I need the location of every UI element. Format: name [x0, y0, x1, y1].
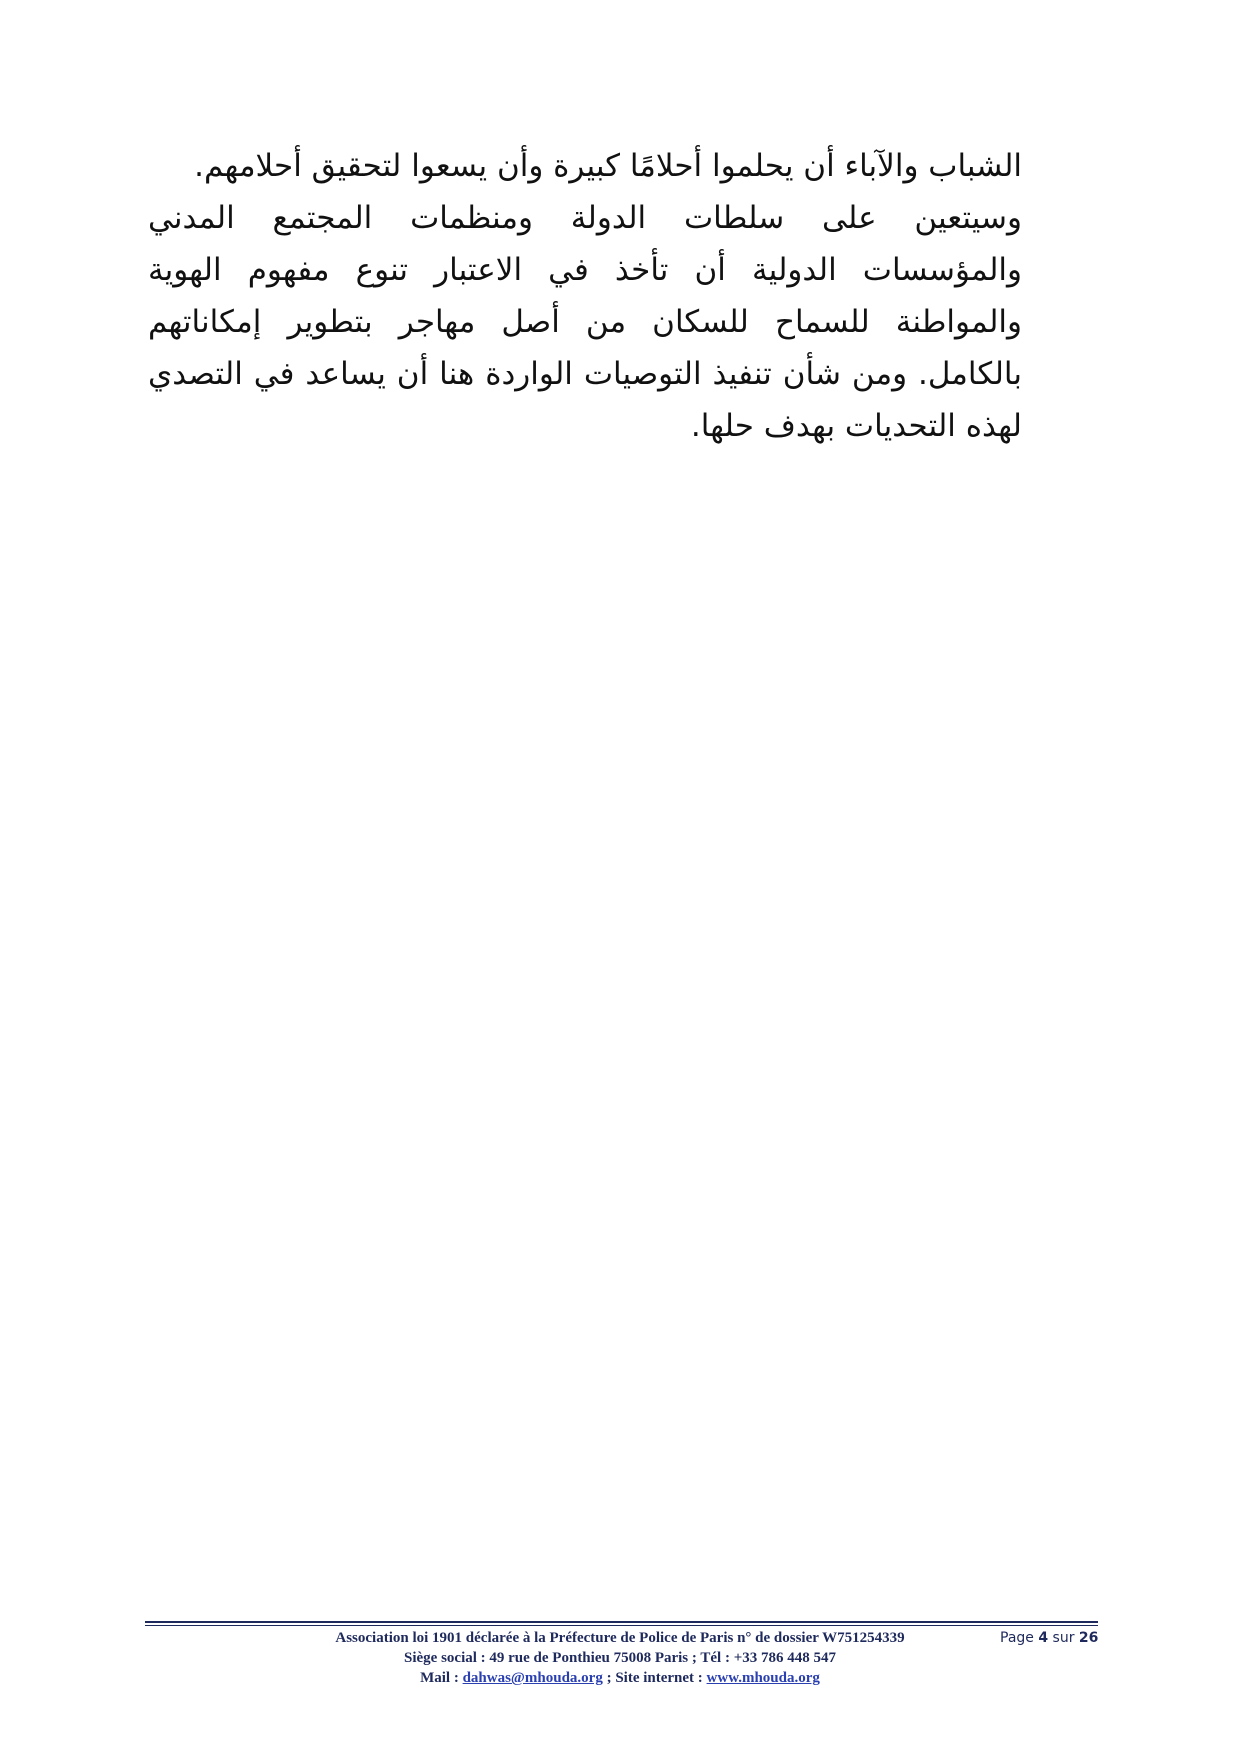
footer-divider — [145, 1621, 1098, 1623]
paragraph: الشباب والآباء أن يحلموا أحلامًا كبيرة وأن يسعوا لتحقيق أحلامهم. — [194, 148, 1022, 184]
footer-address: Siège social : 49 rue de Ponthieu 75008 Paris ; Tél : +33 786 448 547 — [404, 1650, 836, 1666]
site-label: ; Site internet : — [602, 1670, 707, 1686]
page-number — [1000, 1628, 1098, 1648]
email-link[interactable]: dahwas@mhouda.org — [462, 1670, 603, 1686]
of-label: sur — [1048, 1630, 1079, 1646]
footer-registration: Association loi 1901 déclarée à la Préfecture de Police de Paris n° de dossier W751254339 — [335, 1630, 905, 1646]
total-pages: 26 — [1078, 1630, 1099, 1646]
page-label: Page — [1000, 1630, 1039, 1646]
body-text — [148, 140, 1022, 452]
current-page: 4 — [1038, 1630, 1049, 1646]
paragraph: وسيتعين على سلطات الدولة ومنظمات المجتمع المدني والمؤسسات الدولية أن تأخذ في الاعتبار تنوع مفهوم الهوية والمواطنة للسماح للسكان من أصل مهاجر بتطوير إمكاناتهم بالكامل. ومن شأن تنفيذ التوصيات الواردة هنا أن يساعد في التصدي لهذه التحديات بهدف حلها. — [148, 200, 1022, 444]
footer-contact — [200, 1668, 1040, 1688]
footer-divider-thin — [145, 1625, 1098, 1626]
website-link[interactable]: www.mhouda.org — [706, 1670, 820, 1686]
mail-label: Mail : — [420, 1670, 463, 1686]
footer — [200, 1628, 1040, 1688]
